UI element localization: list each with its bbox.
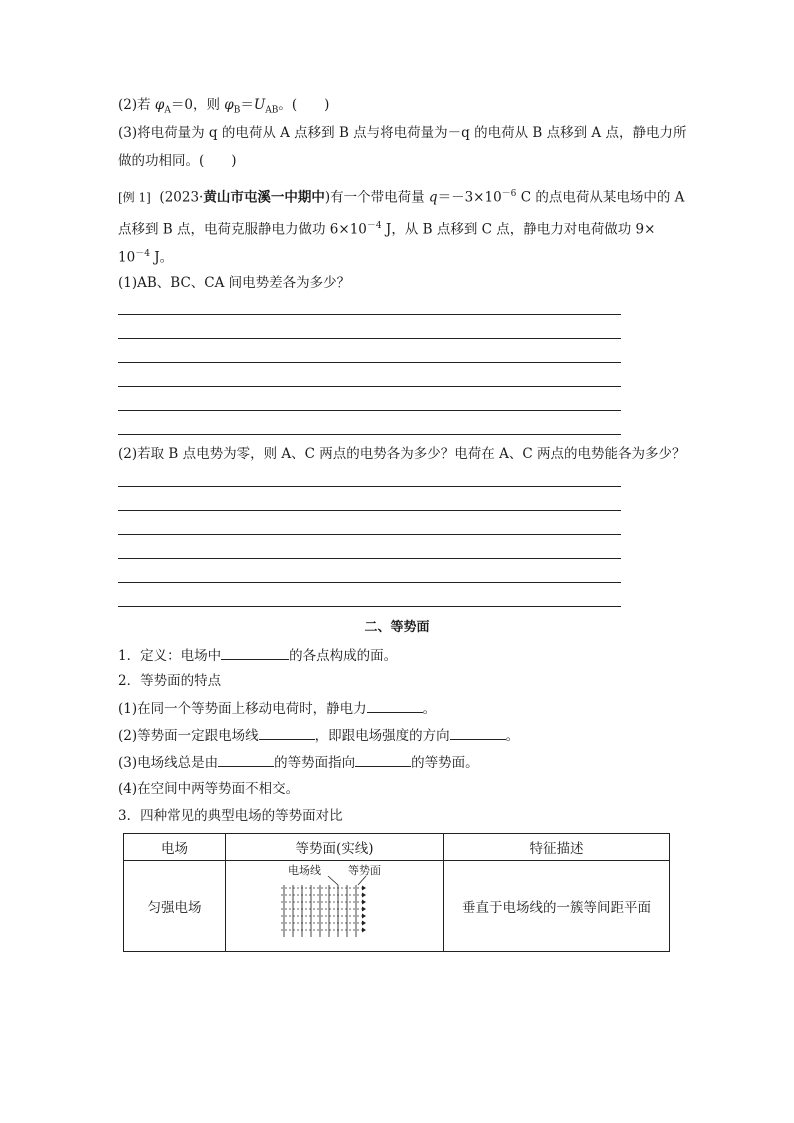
feature-1: (1)在同一个等势面上移动电荷时，静电力 。 xyxy=(118,698,436,719)
fill-blank[interactable] xyxy=(221,645,289,660)
table-header-row xyxy=(124,834,670,861)
fill-blank[interactable] xyxy=(259,725,315,740)
answer-line[interactable] xyxy=(118,362,621,363)
example-1-line3: $10^{-4}$ J。 xyxy=(118,249,174,266)
table-row xyxy=(124,861,670,952)
answer-line[interactable] xyxy=(118,582,621,583)
definition: 1．定义：电场中 的各点构成的面。 xyxy=(118,645,397,666)
answer-line[interactable] xyxy=(118,386,621,387)
example-tag: [例 1] xyxy=(118,190,151,205)
question-3-line1: (3)将电荷量为 q 的电荷从 A 点移到 B 点与将电荷量为－q 的电荷从 B 点移到 A 点，静电力所 xyxy=(118,125,687,141)
diagram-label-equipotential: 等势面 xyxy=(348,864,381,877)
answer-line[interactable] xyxy=(118,314,621,315)
answer-line[interactable] xyxy=(118,434,621,435)
section-title: 二、等势面 xyxy=(364,620,430,635)
comparison-title: 3．四种常见的典型电场的等势面对比 xyxy=(118,808,343,824)
answer-line[interactable] xyxy=(118,558,621,559)
diagram-label-field-line: 电场线 xyxy=(288,864,321,877)
feature-description: 垂直于电场线的一簇等间距平面 xyxy=(444,861,670,952)
example-1-line2: 点移到 B 点，电荷克服静电力做功 $6\times 10^{-4}$ J，从 B 点移到 C 点，静电力对电荷做功 9× xyxy=(118,221,656,238)
answer-line[interactable] xyxy=(118,486,621,487)
arrow-heads xyxy=(362,886,366,933)
uniform-field-diagram xyxy=(226,861,443,951)
table-header-cell: 特征描述 xyxy=(444,834,670,861)
feature-4: (4)在空间中两等势面不相交。 xyxy=(118,781,300,797)
question-2: (2)若 $\varphi_A=0$，则 $\varphi_B=U_{AB}$。( ) xyxy=(118,97,330,116)
feature-2: (2)等势面一定跟电场线 ，即跟电场强度的方向 。 xyxy=(118,725,519,746)
example-1-sub1: (1)AB、BC、CA 间电势差各为多少？ xyxy=(118,275,351,291)
table-header-cell: 等势面(实线) xyxy=(226,834,444,861)
fill-blank[interactable] xyxy=(450,725,506,740)
example-1-sub2: (2)若取 B 点电势为零，则 A、C 两点的电势各为多少？电荷在 A、C 两点的电势能各为多少？ xyxy=(118,446,686,462)
field-name: 匀强电场 xyxy=(124,861,226,952)
fill-blank[interactable] xyxy=(355,752,411,767)
fill-blank[interactable] xyxy=(218,752,274,767)
feature-3: (3)电场线总是由 的等势面指向 的等势面。 xyxy=(118,752,479,773)
answer-line[interactable] xyxy=(118,338,621,339)
example-1-line1: [例 1] (2023·黄山市屯溪一中期中)有一个带电荷量 $q=-3\times 10^{-6}$ C 的点电荷从某电场中的 A xyxy=(118,189,685,206)
answer-line[interactable] xyxy=(118,410,621,411)
answer-line[interactable] xyxy=(118,606,621,607)
table-header-cell: 电场 xyxy=(124,834,226,861)
comparison-table xyxy=(123,833,670,952)
answer-line[interactable] xyxy=(118,510,621,511)
answer-line[interactable] xyxy=(118,534,621,535)
example-source: 黄山市屯溪一中期中 xyxy=(203,189,325,206)
equipotential-lines xyxy=(284,885,356,937)
diagram-cell xyxy=(226,861,444,952)
question-3-line2: 做的功相同。( ) xyxy=(118,153,237,169)
fill-blank[interactable] xyxy=(367,698,423,713)
features-title: 2．等势面的特点 xyxy=(118,673,222,689)
